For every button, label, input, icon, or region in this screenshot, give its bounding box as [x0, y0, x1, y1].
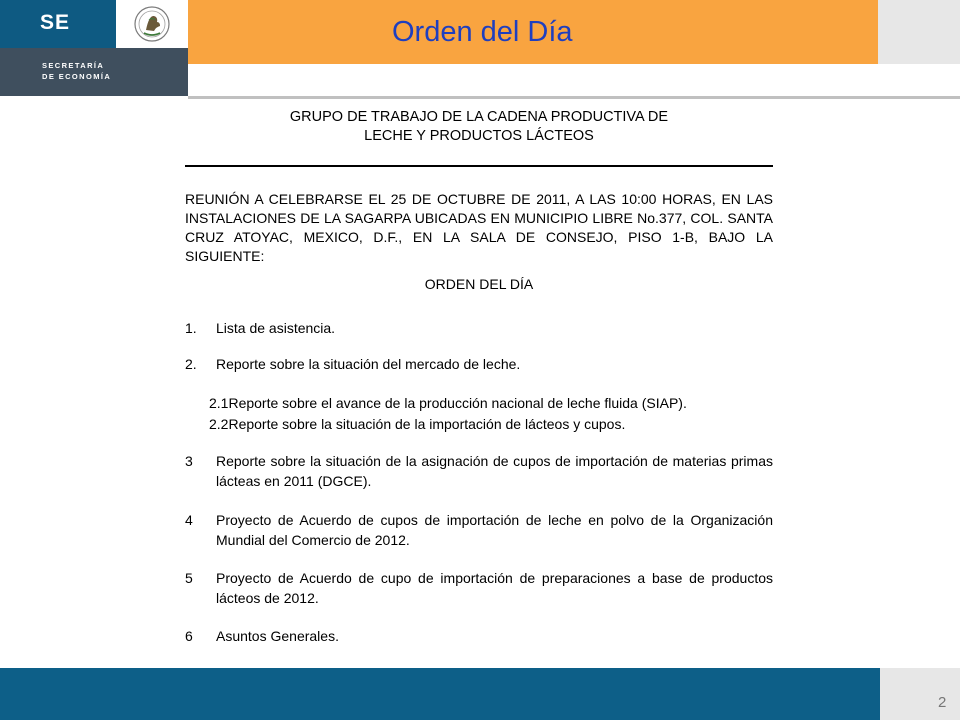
- agenda-item-number: 5: [185, 570, 193, 586]
- page-number: 2: [938, 694, 947, 711]
- footer-bar: [0, 668, 880, 720]
- page-title: Orden del Día: [392, 16, 573, 48]
- document-title-line-2: LECHE Y PRODUCTOS LÁCTEOS: [364, 128, 594, 144]
- secretaria-text: [42, 60, 111, 82]
- agenda-item-text: Asuntos Generales.: [216, 628, 339, 644]
- agenda-item-number: 3: [185, 453, 193, 469]
- se-logo-text: SE: [40, 11, 71, 34]
- agenda-heading: ORDEN DEL DÍA: [424, 276, 534, 292]
- logo-block: [0, 0, 188, 96]
- agenda-item-number: 4: [185, 512, 193, 528]
- agenda-item-text: Proyecto de Acuerdo de cupo de importación de preparaciones a base de productos lácteos de 2012.: [216, 570, 773, 606]
- logo-line-2: DE ECONOMÍA: [42, 72, 112, 81]
- document-title-line-1: GRUPO DE TRABAJO DE LA CADENA PRODUCTIVA DE: [289, 109, 669, 125]
- agenda-subitem: 2.1Reporte sobre el avance de la producción nacional de leche fluida (SIAP).: [209, 395, 687, 411]
- title-rule: [185, 165, 773, 167]
- meeting-intro: REUNIÓN A CELEBRARSE EL 25 DE OCTUBRE DE 2011, A LAS 10:00 HORAS, EN LAS INSTALACIONES DE LA SAGARPA UBICADAS EN MUNICIPIO LIBRE No.377, COL. SANTA CRUZ ATOYAC, MEXICO, D.F., EN LA SALA DE CONSEJO, PISO 1-B, BAJO LA SIGUIENTE:: [185, 191, 773, 264]
- agenda-item-text: Reporte sobre la situación de la asignación de cupos de importación de materias primas lácteas en 2011 (DGCE).: [216, 453, 773, 489]
- agenda-item-number: 2.: [185, 356, 197, 372]
- agenda-item-text: Proyecto de Acuerdo de cupos de importación de leche en polvo de la Organización Mundial del Comercio de 2012.: [216, 512, 773, 548]
- agenda-item-text: Lista de asistencia.: [216, 320, 336, 336]
- agenda-item-number: 6: [185, 628, 193, 644]
- document-title: [185, 108, 773, 146]
- agenda-item-number: 1.: [185, 320, 197, 336]
- header-divider: [188, 96, 960, 99]
- mexico-emblem-icon: [116, 0, 188, 48]
- logo-line-1: SECRETARÍA: [42, 61, 105, 70]
- agenda-subitem: 2.2Reporte sobre la situación de la importación de lácteos y cupos.: [209, 416, 626, 432]
- footer-corner-box: [880, 668, 960, 720]
- agenda-item-text: Reporte sobre la situación del mercado de leche.: [216, 356, 521, 372]
- header-corner-box: [878, 0, 960, 64]
- se-logo-tile: [0, 0, 116, 48]
